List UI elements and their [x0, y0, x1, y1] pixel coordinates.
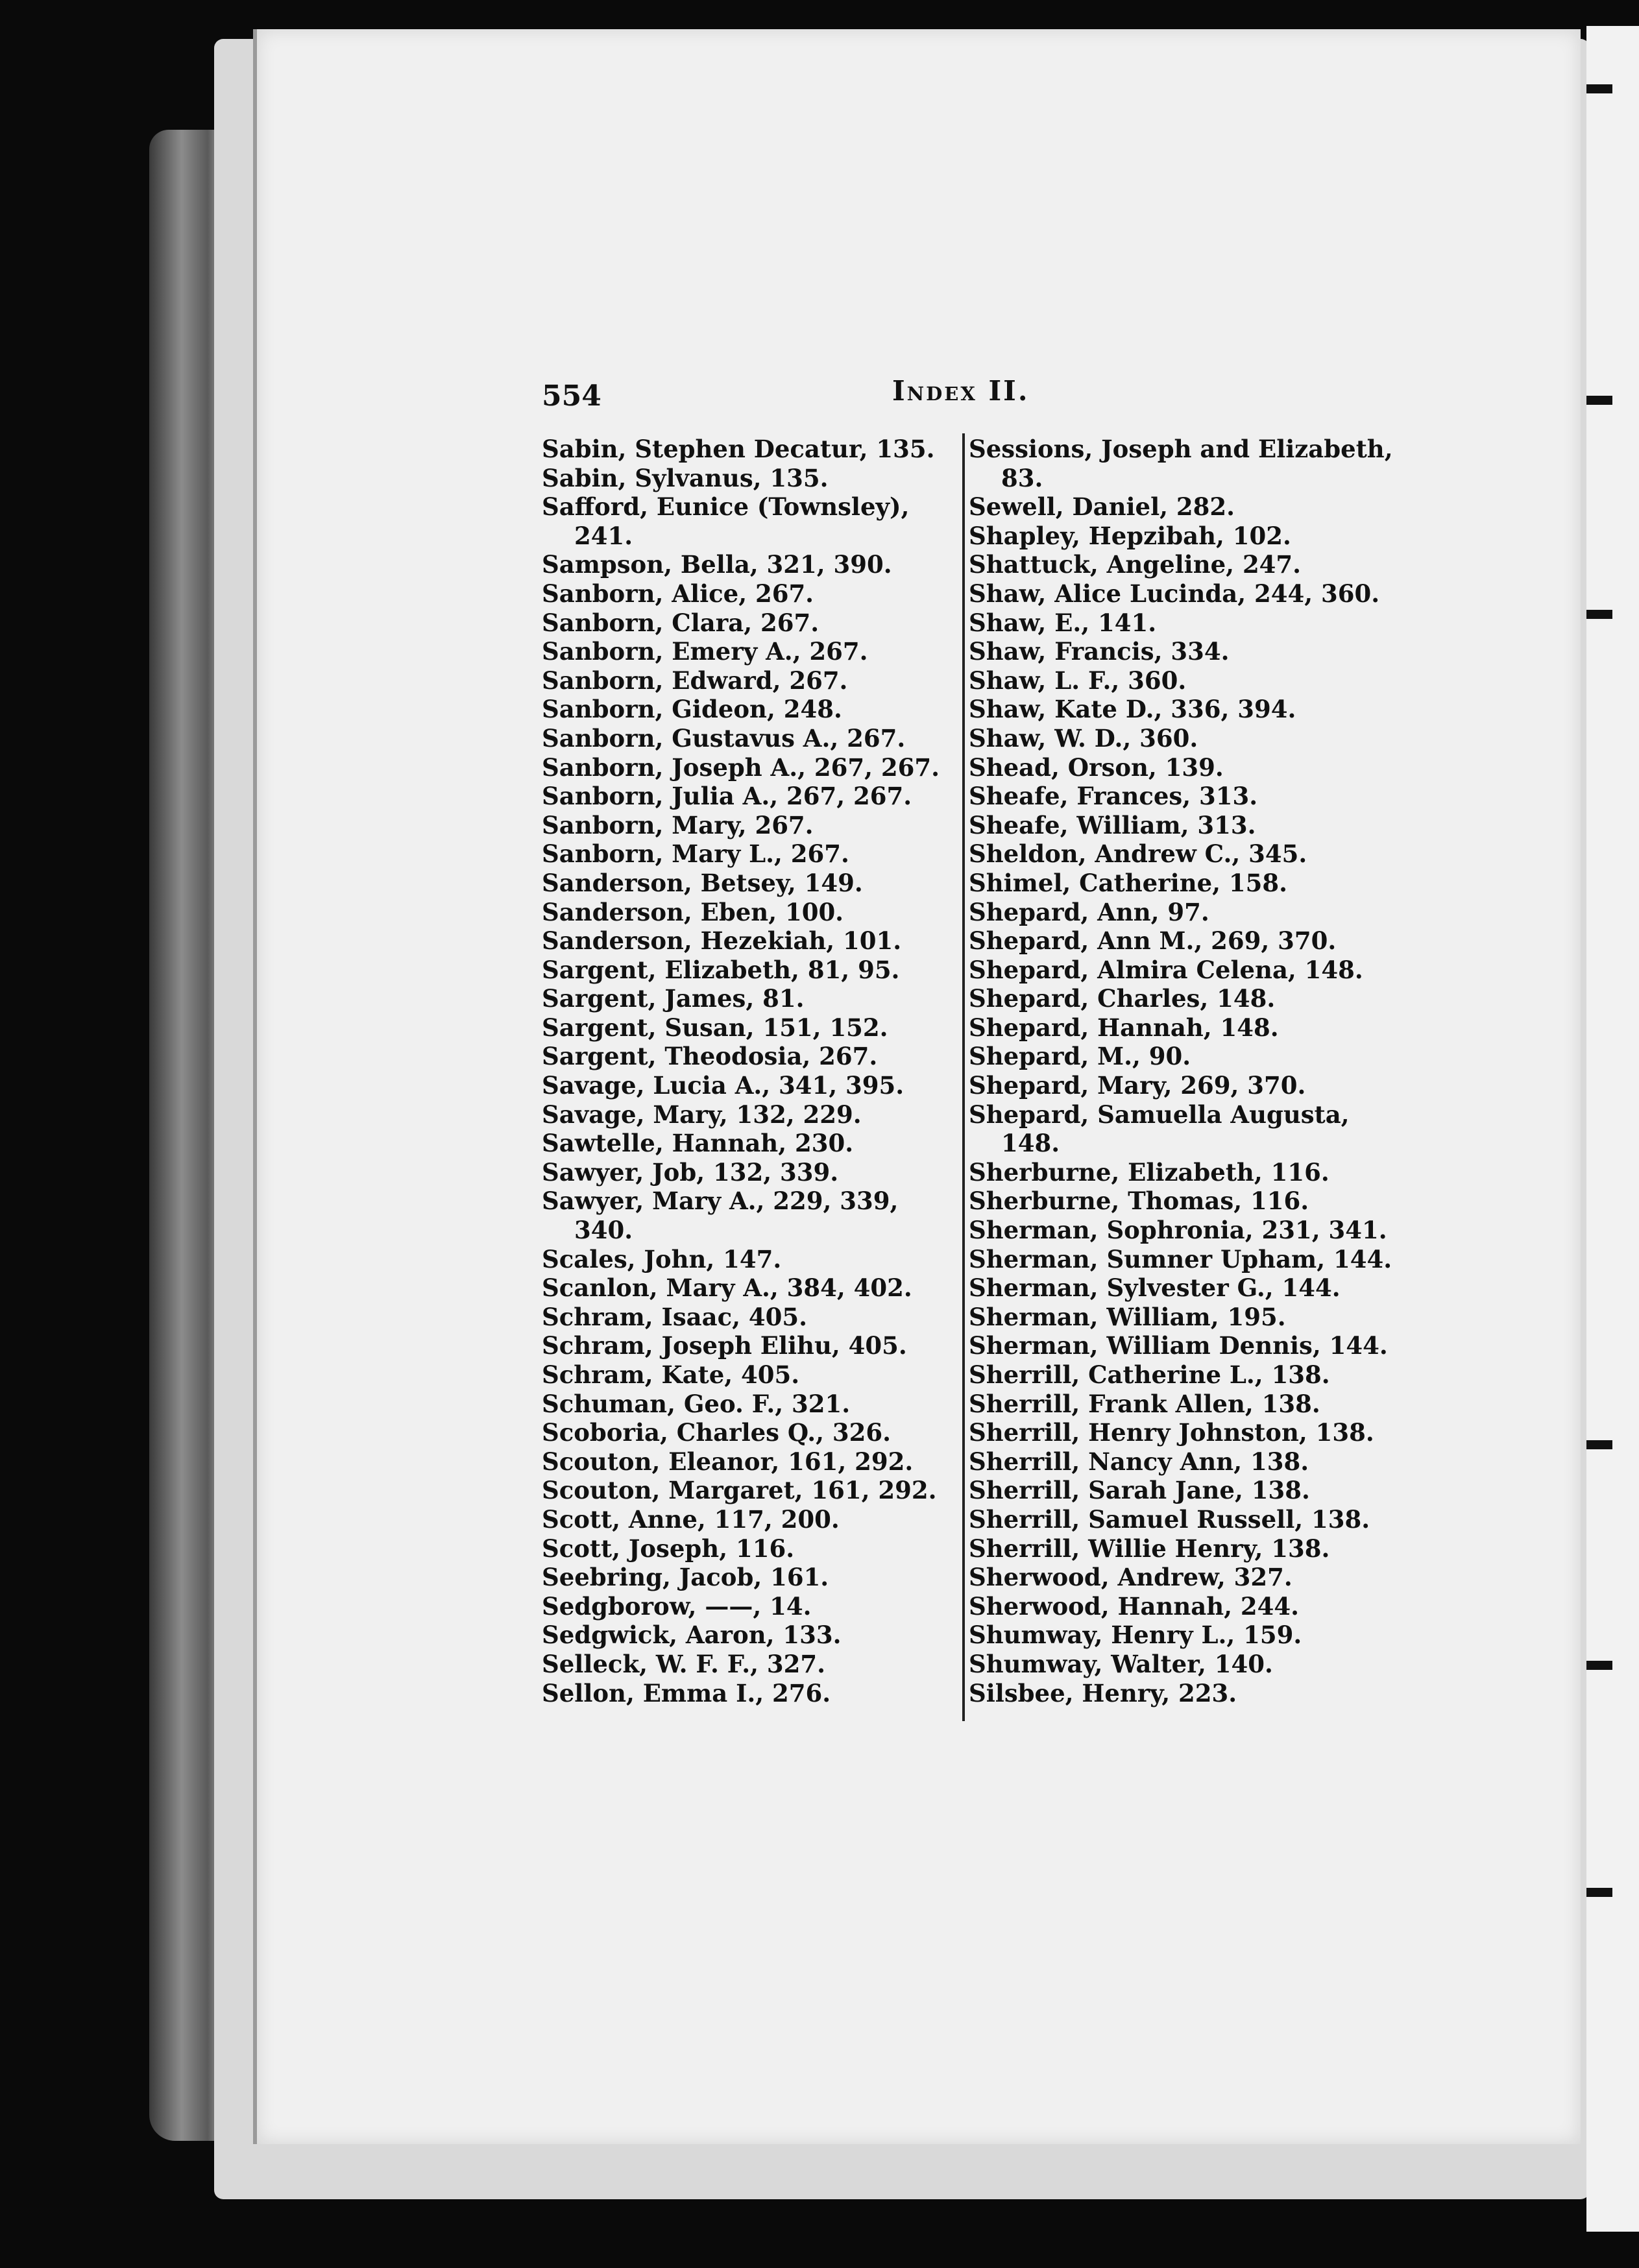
index-entry: Sanborn, Edward, 267. — [542, 666, 848, 695]
index-entry: Shaw, Kate D., 336, 394. — [969, 695, 1296, 724]
index-entry: Schuman, Geo. F., 321. — [542, 1389, 851, 1418]
index-entry: Sawyer, Job, 132, 339. — [542, 1157, 839, 1187]
index-entry: Shaw, Francis, 334. — [969, 637, 1230, 666]
index-entry: Sherman, Sophronia, 231, 341. — [969, 1216, 1387, 1245]
index-entry: Sabin, Sylvanus, 135. — [542, 463, 829, 492]
index-entry: Sawyer, Mary A., 229, 339, — [542, 1187, 899, 1216]
index-entry: Shattuck, Angeline, 247. — [969, 550, 1302, 579]
index-entry-continuation: 241. — [574, 521, 633, 550]
page-number: 554 — [542, 380, 601, 413]
index-entry: Sanborn, Joseph A., 267, 267. — [542, 753, 940, 782]
index-entry-continuation: 148. — [1001, 1129, 1060, 1158]
index-entry: Sherrill, Sarah Jane, 138. — [969, 1476, 1310, 1505]
index-entry: Shumway, Henry L., 159. — [969, 1621, 1302, 1650]
index-entry: Shaw, Alice Lucinda, 244, 360. — [969, 579, 1380, 608]
index-entry: Shumway, Walter, 140. — [969, 1649, 1273, 1678]
index-entry: Sedgwick, Aaron, 133. — [542, 1621, 842, 1650]
index-entry: Sherwood, Andrew, 327. — [969, 1563, 1293, 1592]
running-head: Index II. — [892, 375, 1030, 407]
binding-tick — [1586, 84, 1612, 93]
index-column-left — [542, 435, 964, 1707]
index-entry: Sherwood, Hannah, 244. — [969, 1591, 1299, 1621]
index-entry: Scales, John, 147. — [542, 1244, 782, 1273]
index-entry: Sargent, James, 81. — [542, 984, 805, 1013]
binding-tick — [1586, 396, 1612, 405]
index-entry: Sedgborow, ——, 14. — [542, 1591, 812, 1621]
index-entry: Sheafe, Frances, 313. — [969, 782, 1258, 811]
index-entry: Sherman, Sumner Upham, 144. — [969, 1244, 1392, 1273]
index-entry: Selleck, W. F. F., 327. — [542, 1649, 826, 1678]
index-entry: Shaw, L. F., 360. — [969, 666, 1187, 695]
index-entry: Sargent, Susan, 151, 152. — [542, 1013, 888, 1042]
index-entry: Sanderson, Betsey, 149. — [542, 868, 863, 897]
binding-tick — [1586, 1888, 1612, 1897]
index-entry: Sherrill, Catherine L., 138. — [969, 1360, 1330, 1389]
index-entry: Sanborn, Gideon, 248. — [542, 695, 842, 724]
index-entry: Sanborn, Alice, 267. — [542, 579, 814, 608]
index-entry: Sheafe, William, 313. — [969, 810, 1256, 839]
index-entry: Sherrill, Frank Allen, 138. — [969, 1389, 1320, 1418]
index-entry: Sherburne, Elizabeth, 116. — [969, 1157, 1329, 1187]
index-entry: Scott, Joseph, 116. — [542, 1534, 795, 1563]
index-entry: Sanborn, Gustavus A., 267. — [542, 723, 906, 753]
index-entry: Silsbee, Henry, 223. — [969, 1678, 1237, 1707]
index-entry: Savage, Mary, 132, 229. — [542, 1100, 862, 1129]
index-entry: Sanborn, Clara, 267. — [542, 608, 820, 637]
index-entry: Shaw, E., 141. — [969, 608, 1157, 637]
index-entry: Shepard, Charles, 148. — [969, 984, 1276, 1013]
index-entry: Sanborn, Julia A., 267, 267. — [542, 782, 912, 811]
index-entry: Schram, Kate, 405. — [542, 1360, 800, 1389]
binding-tick — [1586, 610, 1612, 619]
index-entry: Sherrill, Nancy Ann, 138. — [969, 1447, 1309, 1476]
index-entry: Schram, Joseph Elihu, 405. — [542, 1331, 907, 1360]
index-entry: Sargent, Theodosia, 267. — [542, 1042, 878, 1071]
index-entry: Shepard, Ann, 97. — [969, 897, 1209, 926]
index-entry: Scanlon, Mary A., 384, 402. — [542, 1273, 912, 1303]
index-entry: Sellon, Emma I., 276. — [542, 1678, 831, 1707]
index-entry: Shepard, Mary, 269, 370. — [969, 1071, 1306, 1100]
index-entry-continuation: 83. — [1001, 463, 1043, 492]
index-entry-continuation: 340. — [574, 1216, 633, 1245]
index-entry: Shepard, Almira Celena, 148. — [969, 955, 1363, 984]
index-column-right — [969, 435, 1436, 1707]
index-entry: Sherrill, Willie Henry, 138. — [969, 1534, 1330, 1563]
index-entry: Sessions, Joseph and Elizabeth, — [969, 435, 1393, 463]
index-entry: Schram, Isaac, 405. — [542, 1302, 808, 1331]
index-entry: Scouton, Eleanor, 161, 292. — [542, 1447, 914, 1476]
index-entry: Sherrill, Henry Johnston, 138. — [969, 1418, 1374, 1447]
index-entry: Shead, Orson, 139. — [969, 753, 1224, 782]
index-entry: Shepard, Samuella Augusta, — [969, 1100, 1350, 1129]
index-entry: Sherman, William Dennis, 144. — [969, 1331, 1388, 1360]
facing-page-edge — [1586, 26, 1639, 2232]
index-entry: Sanderson, Eben, 100. — [542, 897, 844, 926]
column-rule — [962, 433, 965, 1721]
index-entry: Shepard, Ann M., 269, 370. — [969, 926, 1337, 956]
index-entry: Shapley, Hepzibah, 102. — [969, 521, 1291, 550]
binding-tick — [1586, 1440, 1612, 1449]
index-entry: Sanborn, Mary, 267. — [542, 810, 814, 839]
index-entry: Sherman, Sylvester G., 144. — [969, 1273, 1341, 1303]
index-entry: Shepard, M., 90. — [969, 1042, 1191, 1071]
index-entry: Sabin, Stephen Decatur, 135. — [542, 435, 935, 463]
index-entry: Sargent, Elizabeth, 81, 95. — [542, 955, 900, 984]
index-entry: Sherrill, Samuel Russell, 138. — [969, 1504, 1370, 1534]
index-entry: Scouton, Margaret, 161, 292. — [542, 1476, 937, 1505]
index-entry: Sampson, Bella, 321, 390. — [542, 550, 892, 579]
index-entry: Savage, Lucia A., 341, 395. — [542, 1071, 904, 1100]
index-entry: Sherburne, Thomas, 116. — [969, 1187, 1309, 1216]
index-entry: Scott, Anne, 117, 200. — [542, 1504, 840, 1534]
index-entry: Shimel, Catherine, 158. — [969, 868, 1288, 897]
index-entry: Sanderson, Hezekiah, 101. — [542, 926, 902, 956]
index-entry: Shepard, Hannah, 148. — [969, 1013, 1279, 1042]
index-entry: Scoboria, Charles Q., 326. — [542, 1418, 892, 1447]
index-entry: Safford, Eunice (Townsley), — [542, 492, 910, 522]
index-entry: Sheldon, Andrew C., 345. — [969, 839, 1307, 869]
index-entry: Seebring, Jacob, 161. — [542, 1563, 829, 1592]
index-entry: Sanborn, Emery A., 267. — [542, 637, 868, 666]
index-entry: Shaw, W. D., 360. — [969, 723, 1198, 753]
index-entry: Sewell, Daniel, 282. — [969, 492, 1235, 522]
index-entry: Sherman, William, 195. — [969, 1302, 1286, 1331]
binding-tick — [1586, 1661, 1612, 1670]
index-entry: Sawtelle, Hannah, 230. — [542, 1129, 854, 1158]
index-entry: Sanborn, Mary L., 267. — [542, 839, 849, 869]
